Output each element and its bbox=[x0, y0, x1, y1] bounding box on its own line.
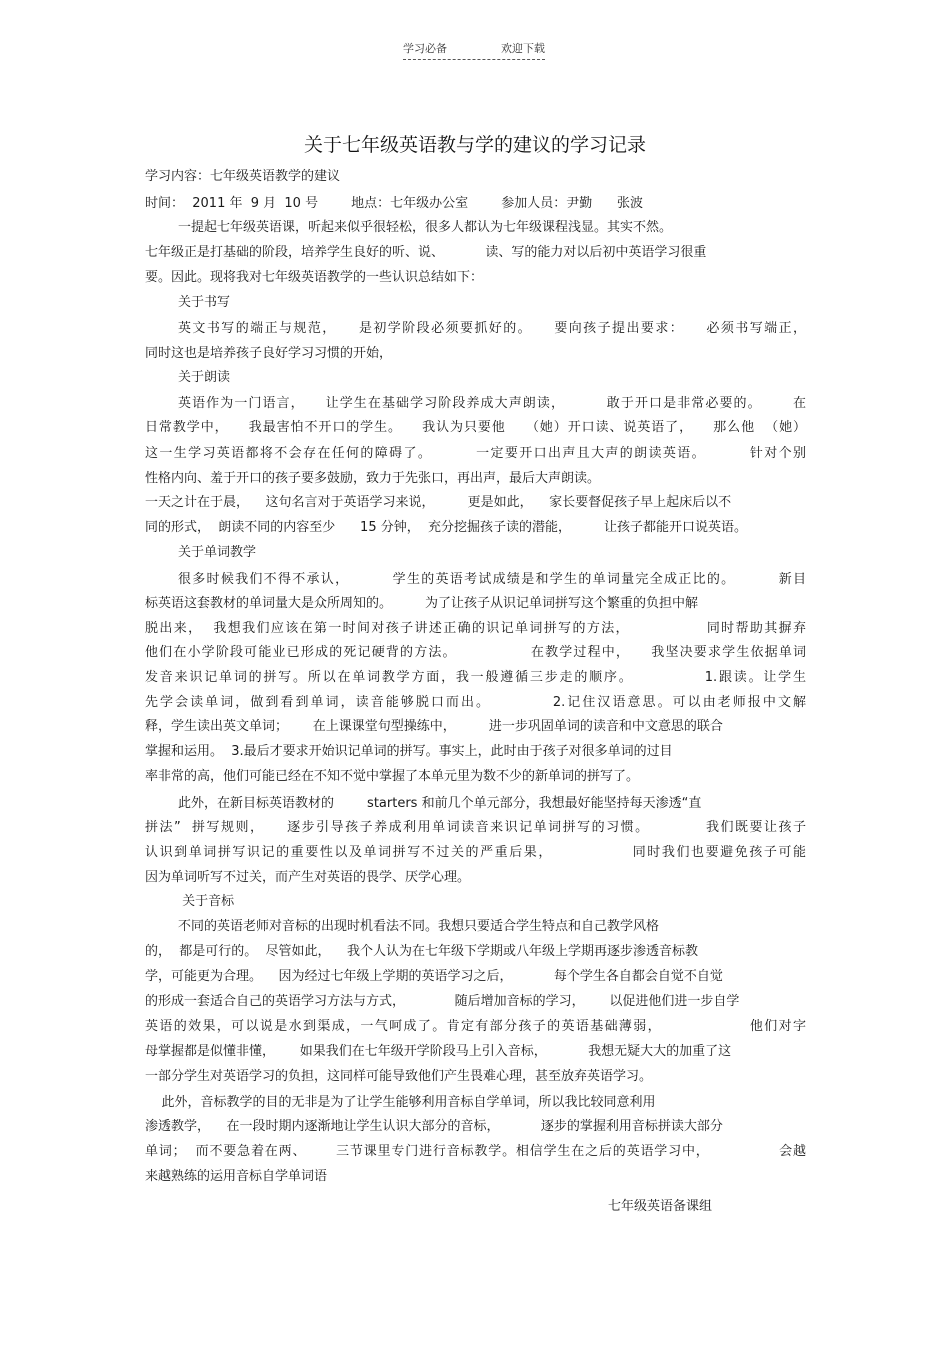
text-line: 不同的英语老师对音标的出现时机看法不同。我想只要适合学生特点和自己教学风格 bbox=[178, 919, 660, 934]
text-line: 时间： 2011 年 9 月 10 号 地点：七年级办公室 参加人员：尹勤 张波 bbox=[145, 196, 643, 211]
text-line: 英语作为一门语言， 让学生在基础学习阶段养成大声朗读， 敢于开口是非常必要的。 在 bbox=[178, 396, 806, 411]
text-line: 拼法” 拼写规则， 逐步引导孩子养成利用单词读音来识记单词拼写的习惯。 我们既要让孩子 bbox=[145, 820, 806, 835]
text-line: 他们在小学阶段可能业已形成的死记硬背的方法。 在教学过程中， 我坚决要求学生依据单词 bbox=[145, 645, 806, 660]
header-right: 欢迎下载 bbox=[501, 42, 545, 55]
text-line: 渗透教学， 在一段时期内逐渐地让学生认识大部分的音标， 逐步的掌握利用音标拼读大部分 bbox=[145, 1119, 723, 1134]
text-line: 关于单词教学 bbox=[178, 545, 257, 560]
text-line: 此外，在新目标英语教材的 starters 和前几个单元部分，我想最好能坚持每天渗透“直 bbox=[178, 796, 702, 811]
text-line: 这一生学习英语都将不会存在任何的障碍了。 一定要开口出声且大声的朗读英语。 针对个别 bbox=[145, 446, 806, 461]
text-line: 来越熟练的运用音标自学单词语 bbox=[145, 1169, 328, 1184]
text-line: 学，可能更为合理。 因为经过七年级上学期的英语学习之后， 每个学生各自都会自觉不自觉 bbox=[145, 969, 723, 984]
text-line: 的， 都是可行的。 尽管如此， 我个人认为在七年级下学期或八年级上学期再逐步渗透音标教 bbox=[145, 944, 699, 959]
text-line: 关于音标 bbox=[178, 894, 235, 909]
text-line: 学习内容：七年级英语教学的建议 bbox=[145, 169, 341, 184]
text-line: 英语的效果，可以说是水到渠成，一气呵成了。肯定有部分孩子的英语基础薄弱， 他们对字 bbox=[145, 1019, 806, 1034]
text-line: 一部分学生对英语学习的负担，这同样可能导致他们产生畏难心理，甚至放弃英语学习。 bbox=[145, 1069, 653, 1084]
text-line: 发音来识记单词的拼写。所以在单词教学方面，我一般遵循三步走的顺序。 1.跟读。让学生 bbox=[145, 670, 806, 685]
text-line: 此外，音标教学的目的无非是为了让学生能够利用音标自学单词，所以我比较同意利用 bbox=[145, 1095, 656, 1110]
text-line: 率非常的高，他们可能已经在不知不觉中掌握了本单元里为数不少的新单词的拼写了。 bbox=[145, 769, 640, 784]
text-line: 同时这也是培养孩子良好学习习惯的开始， bbox=[145, 346, 393, 361]
text-line: 释，学生读出英文单词； 在上课课堂句型操练中， 进一步巩固单词的读音和中文意思的联合 bbox=[145, 719, 723, 734]
text-line: 母掌握都是似懂非懂， 如果我们在七年级开学阶段马上引入音标， 我想无疑大大的加重了这 bbox=[145, 1044, 732, 1059]
text-line: 英文书写的端正与规范， 是初学阶段必须要抓好的。 要向孩子提出要求： 必须书写端正， bbox=[178, 321, 806, 336]
text-line: 一天之计在于晨， 这句名言对于英语学习来说， 更是如此， 家长要督促孩子早上起床后以不 bbox=[145, 495, 732, 510]
header-left: 学习必备 bbox=[403, 42, 447, 55]
text-line: 关于书写 bbox=[178, 295, 231, 310]
text-line: 日常教学中， 我最害怕不开口的学生。 我认为只要他 （她）开口读、说英语了， 那么他 （她） bbox=[145, 420, 806, 435]
text-line: 同的形式， 朗读不同的内容至少 15 分钟， 充分挖掘孩子读的潜能， 让孩子都能开口说英语。 bbox=[145, 520, 748, 535]
text-line: 单词； 而不要急着在两、 三节课里专门进行音标教学。相信学生在之后的英语学习中， 会越 bbox=[145, 1144, 806, 1159]
text-line: 一提起七年级英语课，听起来似乎很轻松，很多人都认为七年级课程浅显。其实不然。 bbox=[178, 220, 673, 235]
text-line: 关于朗读 bbox=[178, 370, 231, 385]
text-line: 标英语这套教材的单词量大是众所周知的。 为了让孩子从识记单词拼写这个繁重的负担中解 bbox=[145, 596, 699, 611]
text-line: 要。因此。现将我对七年级英语教学的一些认识总结如下： bbox=[145, 270, 484, 285]
document-title: 关于七年级英语教与学的建议的学习记录 bbox=[303, 134, 646, 156]
text-line: 认识到单词拼写识记的重要性以及单词拼写不过关的严重后果， 同时我们也要避免孩子可能 bbox=[145, 845, 806, 860]
text-line: 七年级正是打基础的阶段，培养学生良好的听、说、 读、写的能力对以后初中英语学习很重 bbox=[145, 245, 707, 260]
page-header bbox=[403, 40, 545, 60]
text-line: 先学会读单词，做到看到单词，读音能够脱口而出。 2.记住汉语意思。可以由老师报中文解 bbox=[145, 695, 806, 710]
text-line: 的形成一套适合自己的英语学习方法与方式， 随后增加音标的学习， 以促进他们进一步自学 bbox=[145, 994, 740, 1009]
signature: 七年级英语备课组 bbox=[608, 1199, 713, 1214]
text-line: 性格内向、羞于开口的孩子要多鼓励，致力于先张口，再出声，最后大声朗读。 bbox=[145, 471, 601, 486]
text-line: 因为单词听写不过关，而产生对英语的畏学、厌学心理。 bbox=[145, 870, 471, 885]
text-line: 掌握和运用。 3.最后才要求开始识记单词的拼写。事实上，此时由于孩子对很多单词的过目 bbox=[145, 744, 673, 759]
text-line: 脱出来， 我想我们应该在第一时间对孩子讲述正确的识记单词拼写的方法， 同时帮助其摒弃 bbox=[145, 621, 806, 636]
text-line: 很多时候我们不得不承认， 学生的英语考试成绩是和学生的单词量完全成正比的。 新目 bbox=[178, 572, 806, 587]
